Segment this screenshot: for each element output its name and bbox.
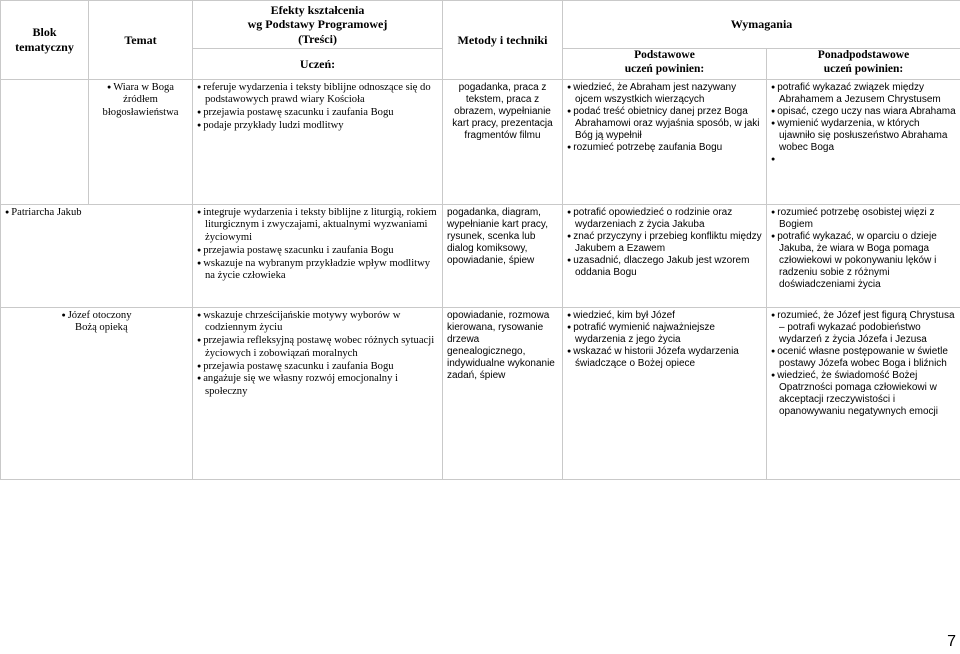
header-blok: Blok tematyczny <box>1 1 89 80</box>
topic-line: Bożą opieką <box>75 322 128 334</box>
effects-cell <box>193 79 443 204</box>
effects-cell <box>193 307 443 479</box>
topic-cell <box>1 204 193 307</box>
effect-item: ● angażuje się we własny rozwój emocjonalny i społeczny <box>197 373 438 398</box>
basic-requirements-cell <box>563 79 767 204</box>
header-ponad-title: Ponadpodstawowe <box>817 49 910 62</box>
requirement-item: ● wiedzieć, że świadomość Bożej Opatrzności pomaga człowiekowi w akceptacji rzeczywistości i opanowywaniu negatywnych emocji <box>771 370 956 418</box>
effects-cell <box>193 204 443 307</box>
effect-item: ● integruje wydarzenia i teksty biblijne z liturgią, rokiem liturgicznym i zwyczajami, aktualnymi wyzwaniami życiowymi <box>197 207 438 245</box>
requirement-item <box>771 154 956 166</box>
header-efekty-sub1: wg Podstawy Programowej <box>247 17 388 32</box>
header-efekty-title: Efekty kształcenia <box>270 3 365 17</box>
header-podstawowe-sub: uczeń powinien: <box>624 62 705 75</box>
requirement-item: ● wiedzieć, kim był Józef <box>567 310 762 322</box>
topic-line: źródłem <box>123 94 158 106</box>
effect-item: ● przejawia postawę szacunku i zaufania Bogu <box>197 245 438 258</box>
topic-line: ● Józef otoczony <box>5 310 188 323</box>
advanced-requirements-cell <box>767 204 960 307</box>
effect-item: ● wskazuje chrześcijańskie motywy wyborów w codziennym życiu <box>197 310 438 335</box>
topic-line: ● Wiara w Boga <box>93 82 188 95</box>
methods-cell: opowiadanie, rozmowa kierowana, rysowanie drzewa genealogicznego, indywidualne wykonanie zadań, śpiew <box>443 307 563 479</box>
header-efekty <box>193 1 443 49</box>
advanced-requirements-cell <box>767 307 960 479</box>
effect-item: ● podaje przykłady ludzi modlitwy <box>197 120 438 133</box>
requirement-item: ● ocenić własne postępowanie w świetle postawy Józefa wobec Boga i bliźnich <box>771 346 956 370</box>
methods-cell: pogadanka, praca z tekstem, praca z obrazem, wypełnianie kart pracy, prezentacja fragmentów filmu <box>443 79 563 204</box>
header-row-top <box>1 1 960 49</box>
requirement-item: ● wymienić wydarzenia, w których ujawniło się posłuszeństwo Abrahama wobec Boga <box>771 118 956 154</box>
topic-line: błogosławieństwa <box>102 107 179 119</box>
effect-item: ● wskazuje na wybranym przykładzie wpływ modlitwy na życie człowieka <box>197 258 438 283</box>
requirement-item: ● rozumieć, że Józef jest figurą Chrystusa – potrafi wykazać podobieństwo wydarzeń z życia Józefa i Jezusa <box>771 310 956 346</box>
requirement-item: ● podać treść obietnicy danej przez Boga Abrahamowi oraz wyjaśnia sposób, w jaki Bóg ją wypełnił <box>567 106 762 142</box>
block-cell <box>1 79 89 204</box>
header-podstawowe-title: Podstawowe <box>634 49 695 62</box>
header-metody: Metody i techniki <box>443 1 563 80</box>
table-row <box>1 79 960 204</box>
requirement-item: ● znać przyczyny i przebieg konfliktu między Jakubem a Ezawem <box>567 231 762 255</box>
table-row <box>1 307 960 479</box>
header-temat: Temat <box>89 1 193 80</box>
effect-item: ● przejawia postawę szacunku i zaufania Bogu <box>197 361 438 374</box>
requirement-item: ● potrafić wykazać związek między Abrahamem a Jezusem Chrystusem <box>771 82 956 106</box>
header-podstawowe <box>563 49 767 80</box>
requirement-item: ● wiedzieć, że Abraham jest nazywany ojcem wszystkich wierzących <box>567 82 762 106</box>
topic-cell <box>1 307 193 479</box>
header-ponad-sub: uczeń powinien: <box>823 62 904 75</box>
requirement-item: ● wskazać w historii Józefa wydarzenia świadczące o Bożej opiece <box>567 346 762 370</box>
requirement-item: ● opisać, czego uczy nas wiara Abrahama <box>771 106 956 118</box>
header-ponadpodstawowe <box>767 49 960 80</box>
effect-item: ● przejawia refleksyjną postawę wobec różnych sytuacji życiowych i zobowiązań moralnych <box>197 335 438 360</box>
requirement-item: ● potrafić wykazać, w oparciu o dzieje Jakuba, że wiara w Boga pomaga człowiekowi w pokonywaniu lęków i radzeniu sobie z różnymi doświadczeniami życia <box>771 231 956 291</box>
requirement-item: ● rozumieć potrzebę zaufania Bogu <box>567 142 762 154</box>
advanced-requirements-cell <box>767 79 960 204</box>
effect-item: ● referuje wydarzenia i teksty biblijne odnoszące się do podstawowych prawd wiary Kościoła <box>197 82 438 107</box>
requirement-item: ● uzasadnić, dlaczego Jakub jest wzorem oddania Bogu <box>567 255 762 279</box>
requirement-item: ● potrafić wymienić najważniejsze wydarzenia z jego życia <box>567 322 762 346</box>
requirement-item: ● potrafić opowiedzieć o rodzinie oraz wydarzeniach z życia Jakuba <box>567 207 762 231</box>
header-wymagania: Wymagania <box>563 1 960 49</box>
methods-cell: pogadanka, diagram, wypełnianie kart pracy, rysunek, scenka lub dialog komiksowy, opowiadanie, śpiew <box>443 204 563 307</box>
topic-cell <box>89 79 193 204</box>
header-efekty-sub2: (Treści) <box>298 31 337 46</box>
basic-requirements-cell <box>563 204 767 307</box>
page-number: 7 <box>947 633 956 650</box>
table-row <box>1 204 960 307</box>
basic-requirements-cell <box>563 307 767 479</box>
header-uczen: Uczeń: <box>193 49 443 80</box>
requirement-item: ● rozumieć potrzebę osobistej więzi z Bogiem <box>771 207 956 231</box>
effect-item: ● przejawia postawę szacunku i zaufania Bogu <box>197 107 438 120</box>
topic-line: ● Patriarcha Jakub <box>5 207 188 220</box>
